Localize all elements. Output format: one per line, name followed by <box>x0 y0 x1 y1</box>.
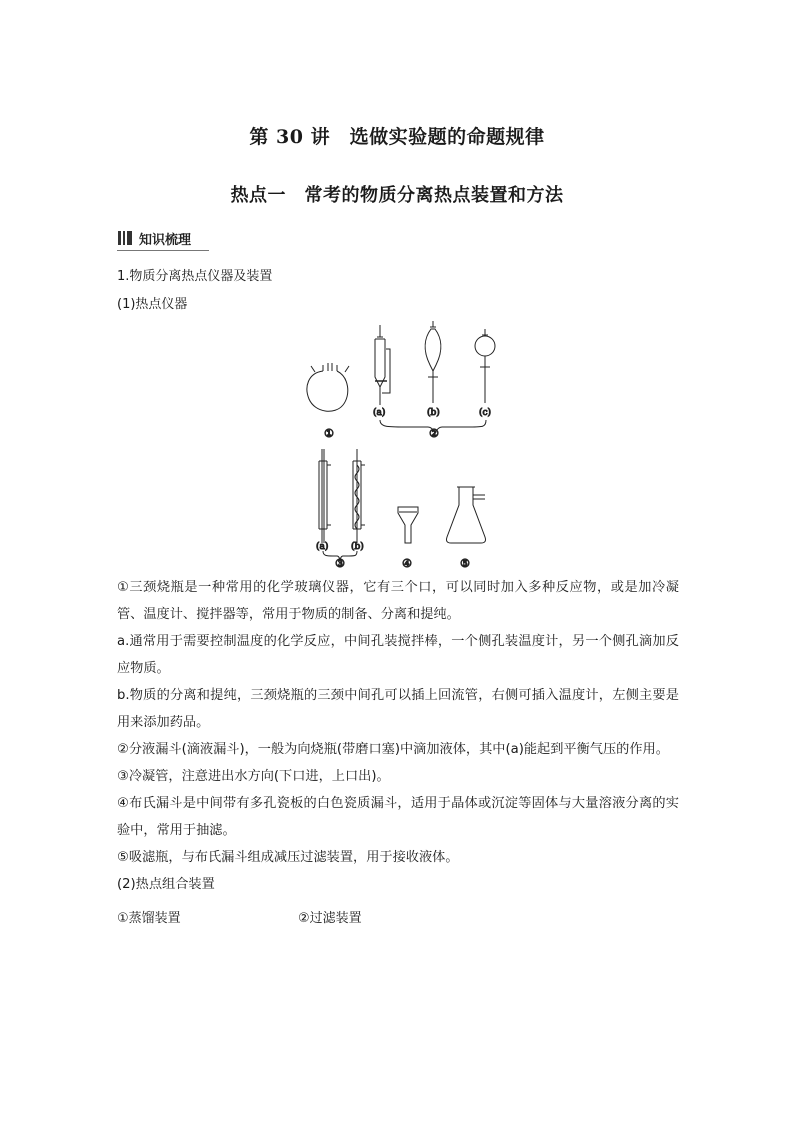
label-b-condenser: (b) <box>351 542 364 552</box>
label-item-4: ④ <box>402 557 412 570</box>
section-title: 热点一 常考的物质分离热点装置和方法 <box>230 185 564 206</box>
label-item-5: ⑤ <box>460 557 470 570</box>
paragraph-buchner-funnel: ④布氏漏斗是中间带有多孔瓷板的白色瓷质漏斗，适用于晶体或沉淀等固体与大量溶液分离的实验中，常用于抽滤。 <box>117 796 679 838</box>
knowledge-summary-badge <box>117 228 209 251</box>
badge-label: 知识梳理 <box>139 233 192 248</box>
paragraph-block <box>117 574 679 898</box>
paragraph-suction-flask: ⑤吸滤瓶，与布氏漏斗组成减压过滤装置，用于接收液体。 <box>117 850 459 865</box>
suction-flask-drawing <box>447 487 486 543</box>
label-a: (a) <box>373 408 386 418</box>
label-b: (b) <box>427 408 440 418</box>
paragraph-use-b: b.物质的分离和提纯，三颈烧瓶的三颈中间孔可以插上回流管，右侧可插入温度计，左侧主要是用来添加药品。 <box>117 688 679 730</box>
label-item-2: ② <box>429 427 439 440</box>
label-c: (c) <box>479 408 492 418</box>
paragraph-condenser: ③冷凝管，注意进出水方向(下口进，上口出)。 <box>117 769 390 784</box>
straight-condenser-drawing <box>319 449 331 543</box>
list-bars-icon <box>118 231 132 245</box>
heading-1-1: (1)热点仪器 <box>117 297 188 312</box>
combo-distillation: ①蒸馏装置 <box>117 911 181 926</box>
label-a-condenser: (a) <box>316 542 329 552</box>
lecture-title: 第 30 讲 选做实验题的命题规律 <box>249 126 545 148</box>
buchner-funnel-drawing <box>398 507 418 543</box>
label-item-3: ③ <box>335 557 345 570</box>
heading-1: 1.物质分离热点仪器及装置 <box>117 269 273 284</box>
paragraph-use-a: a.通常用于需要控制温度的化学反应，中间孔装搅拌棒，一个侧孔装温度计，另一个侧孔滴加反应物质。 <box>117 634 679 676</box>
apparatus-figure <box>295 315 510 570</box>
label-item-1: ① <box>324 427 334 440</box>
heading-1-2: (2)热点组合装置 <box>117 877 215 892</box>
spherical-funnel-drawing <box>475 329 495 403</box>
combo-filtration: ②过滤装置 <box>298 911 362 926</box>
separatory-funnel-drawing <box>425 321 441 403</box>
paragraph-three-neck-flask: ①三颈烧瓶是一种常用的化学玻璃仪器，它有三个口，可以同时加入多种反应物，或是加冷凝管、温度计、搅拌器等，常用于物质的制备、分离和提纯。 <box>117 580 679 622</box>
coil-condenser-drawing <box>353 449 365 543</box>
paragraph-dropping-funnel: ②分液漏斗(滴液漏斗)，一般为向烧瓶(带磨口塞)中滴加液体，其中(a)能起到平衡气压的作用。 <box>117 742 669 757</box>
three-neck-flask-drawing <box>307 363 349 411</box>
pressure-equalizing-funnel-drawing <box>375 325 390 405</box>
